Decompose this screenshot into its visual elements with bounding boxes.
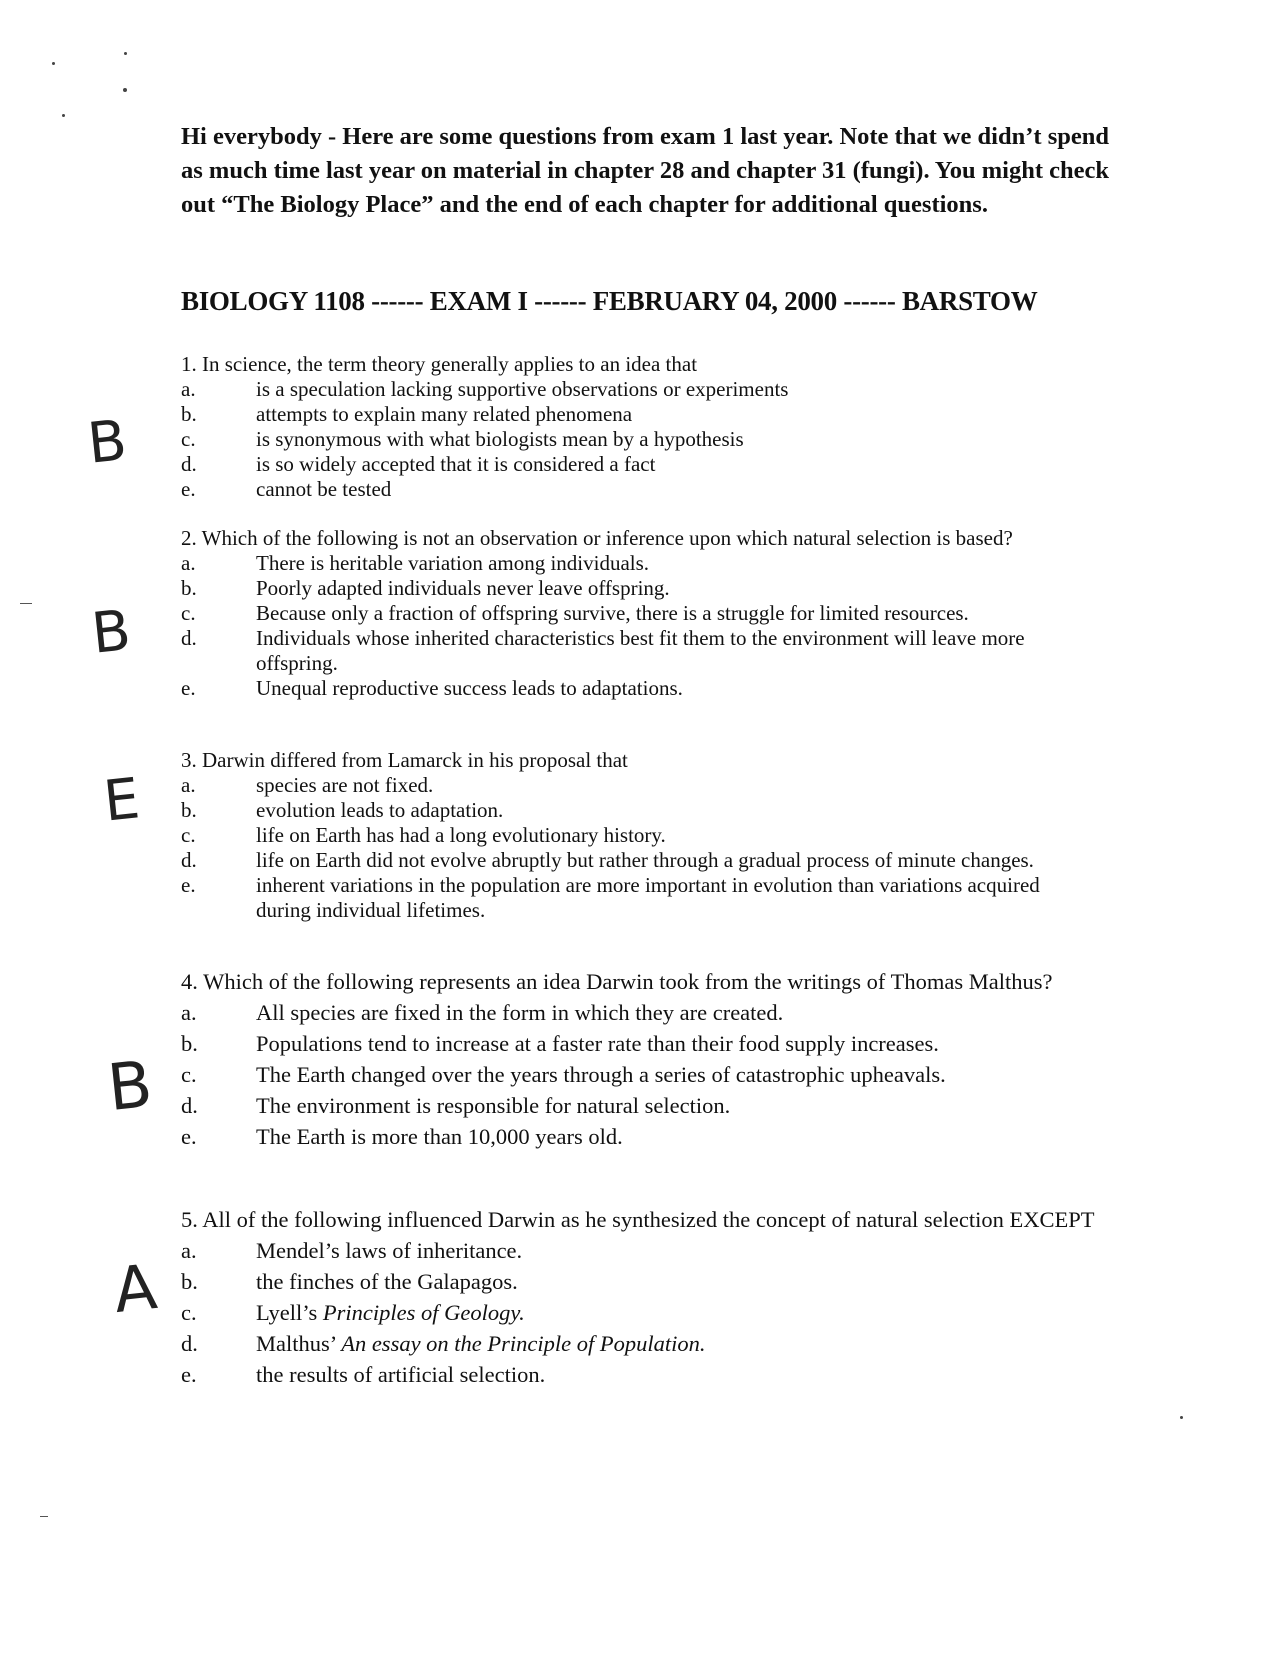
option-letter: b. — [181, 1269, 198, 1294]
option-a — [181, 1235, 1121, 1266]
option-text: Individuals whose inherited characteristics best fit them to the environment will leave more offspring. — [256, 626, 1025, 675]
option-letter: e. — [181, 1124, 197, 1149]
option-text: species are not fixed. — [256, 773, 434, 797]
option-text: is synonymous with what biologists mean by a hypothesis — [256, 427, 744, 451]
option-text: Mendel’s laws of inheritance. — [256, 1238, 523, 1263]
option-text: is a speculation lacking supportive observations or experiments — [256, 377, 789, 401]
question-stem: 4. Which of the following represents an idea Darwin took from the writings of Thomas Malthus? — [181, 969, 1053, 994]
question-stem: 2. Which of the following is not an observation or inference upon which natural selection is based? — [181, 526, 1013, 550]
option-e — [181, 477, 1086, 502]
option-letter: a. — [181, 551, 196, 575]
option-text: Unequal reproductive success leads to adaptations. — [256, 676, 683, 700]
option-text: Because only a fraction of offspring survive, there is a struggle for limited resources. — [256, 601, 969, 625]
question-5 — [181, 1204, 1121, 1390]
scan-mark — [40, 1516, 48, 1517]
option-a — [181, 551, 1086, 576]
option-text: The Earth changed over the years through a series of catastrophic upheavals. — [256, 1062, 946, 1087]
option-a — [181, 773, 1086, 798]
option-text: life on Earth did not evolve abruptly but rather through a gradual process of minute changes. — [256, 848, 1034, 872]
option-letter: b. — [181, 798, 197, 822]
option-text: life on Earth has had a long evolutionary history. — [256, 823, 666, 847]
option-letter: a. — [181, 773, 196, 797]
option-c — [181, 1059, 1121, 1090]
book-title: Principles of Geology. — [322, 1300, 525, 1325]
handwritten-answer: B — [84, 408, 130, 477]
option-c — [181, 427, 1086, 452]
option-text — [256, 1328, 1121, 1359]
question-2 — [181, 526, 1086, 701]
option-e — [181, 873, 1086, 923]
scan-speck — [123, 88, 127, 92]
option-d — [181, 452, 1086, 477]
question-stem: 1. In science, the term theory generally applies to an idea that — [181, 352, 698, 376]
book-title: An essay on the Principle of Population. — [341, 1331, 706, 1356]
option-text: is so widely accepted that it is considered a fact — [256, 452, 656, 476]
option-d — [181, 1328, 1121, 1359]
scan-mark — [20, 603, 32, 604]
handwritten-answer: A — [110, 1249, 161, 1328]
option-b — [181, 798, 1086, 823]
option-letter: c. — [181, 601, 196, 625]
option-letter: d. — [181, 1331, 198, 1356]
option-text: cannot be tested — [256, 477, 392, 501]
option-letter: b. — [181, 576, 197, 600]
option-letter: d. — [181, 848, 197, 872]
option-text: Poorly adapted individuals never leave offspring. — [256, 576, 670, 600]
option-c — [181, 1297, 1121, 1328]
handwritten-answer: E — [100, 766, 143, 835]
option-text-prefix: Malthus’ — [256, 1331, 342, 1356]
option-letter: a. — [181, 1000, 197, 1025]
option-b — [181, 576, 1086, 601]
option-text: All species are fixed in the form in which they are created. — [256, 1000, 784, 1025]
option-letter: e. — [181, 676, 196, 700]
scan-speck — [62, 114, 65, 117]
option-letter: c. — [181, 823, 196, 847]
option-d — [181, 626, 1086, 676]
option-text: Populations tend to increase at a faster rate than their food supply increases. — [256, 1031, 939, 1056]
option-letter: b. — [181, 1031, 198, 1056]
option-letter: c. — [181, 1062, 197, 1087]
handwritten-answer: B — [104, 1047, 156, 1127]
scan-speck — [1180, 1416, 1183, 1419]
option-d — [181, 848, 1086, 873]
option-letter: e. — [181, 873, 196, 897]
option-a — [181, 997, 1121, 1028]
option-text: the results of artificial selection. — [256, 1362, 546, 1387]
option-letter: d. — [181, 1093, 198, 1118]
exam-title: BIOLOGY 1108 ------ EXAM I ------ FEBRUARY 04, 2000 ------ BARSTOW — [181, 286, 1038, 316]
option-text: evolution leads to adaptation. — [256, 798, 504, 822]
question-3 — [181, 748, 1086, 923]
option-text: There is heritable variation among individuals. — [256, 551, 650, 575]
option-e — [181, 1121, 1121, 1152]
intro-note: Hi everybody - Here are some questions from exam 1 last year. Note that we didn’t spend as much time last year on material in chapter 28 and chapter 31 (fungi). You might check out “The Biology Place” and the end of each chapter for additional questions. — [181, 123, 1110, 218]
option-e — [181, 676, 1086, 701]
handwritten-answer: B — [88, 598, 134, 667]
scan-speck — [124, 52, 127, 55]
option-d — [181, 1090, 1121, 1121]
question-stem: 3. Darwin differed from Lamarck in his proposal that — [181, 748, 628, 772]
option-c — [181, 823, 1086, 848]
question-stem: 5. All of the following influenced Darwin as he synthesized the concept of natural selection EXCEPT — [181, 1207, 1095, 1232]
option-text: The environment is responsible for natural selection. — [256, 1093, 731, 1118]
option-e — [181, 1359, 1121, 1390]
option-b — [181, 402, 1086, 427]
option-letter: c. — [181, 1300, 197, 1325]
option-a — [181, 377, 1086, 402]
option-text: The Earth is more than 10,000 years old. — [256, 1124, 623, 1149]
option-letter: a. — [181, 377, 196, 401]
option-letter: d. — [181, 452, 197, 476]
option-text: inherent variations in the population are more important in evolution than variations acquired during individual lifetimes. — [256, 873, 1040, 922]
option-letter: c. — [181, 427, 196, 451]
option-b — [181, 1266, 1121, 1297]
option-b — [181, 1028, 1121, 1059]
option-text — [256, 1297, 1121, 1328]
option-letter: e. — [181, 1362, 197, 1387]
option-letter: a. — [181, 1238, 197, 1263]
option-text-prefix: Lyell’s — [256, 1300, 323, 1325]
question-4 — [181, 966, 1121, 1152]
option-letter: d. — [181, 626, 197, 650]
option-text: attempts to explain many related phenomena — [256, 402, 633, 426]
option-letter: b. — [181, 402, 197, 426]
question-1 — [181, 352, 1086, 502]
option-text: the finches of the Galapagos. — [256, 1269, 518, 1294]
option-c — [181, 601, 1086, 626]
scan-speck — [52, 62, 55, 65]
option-letter: e. — [181, 477, 196, 501]
